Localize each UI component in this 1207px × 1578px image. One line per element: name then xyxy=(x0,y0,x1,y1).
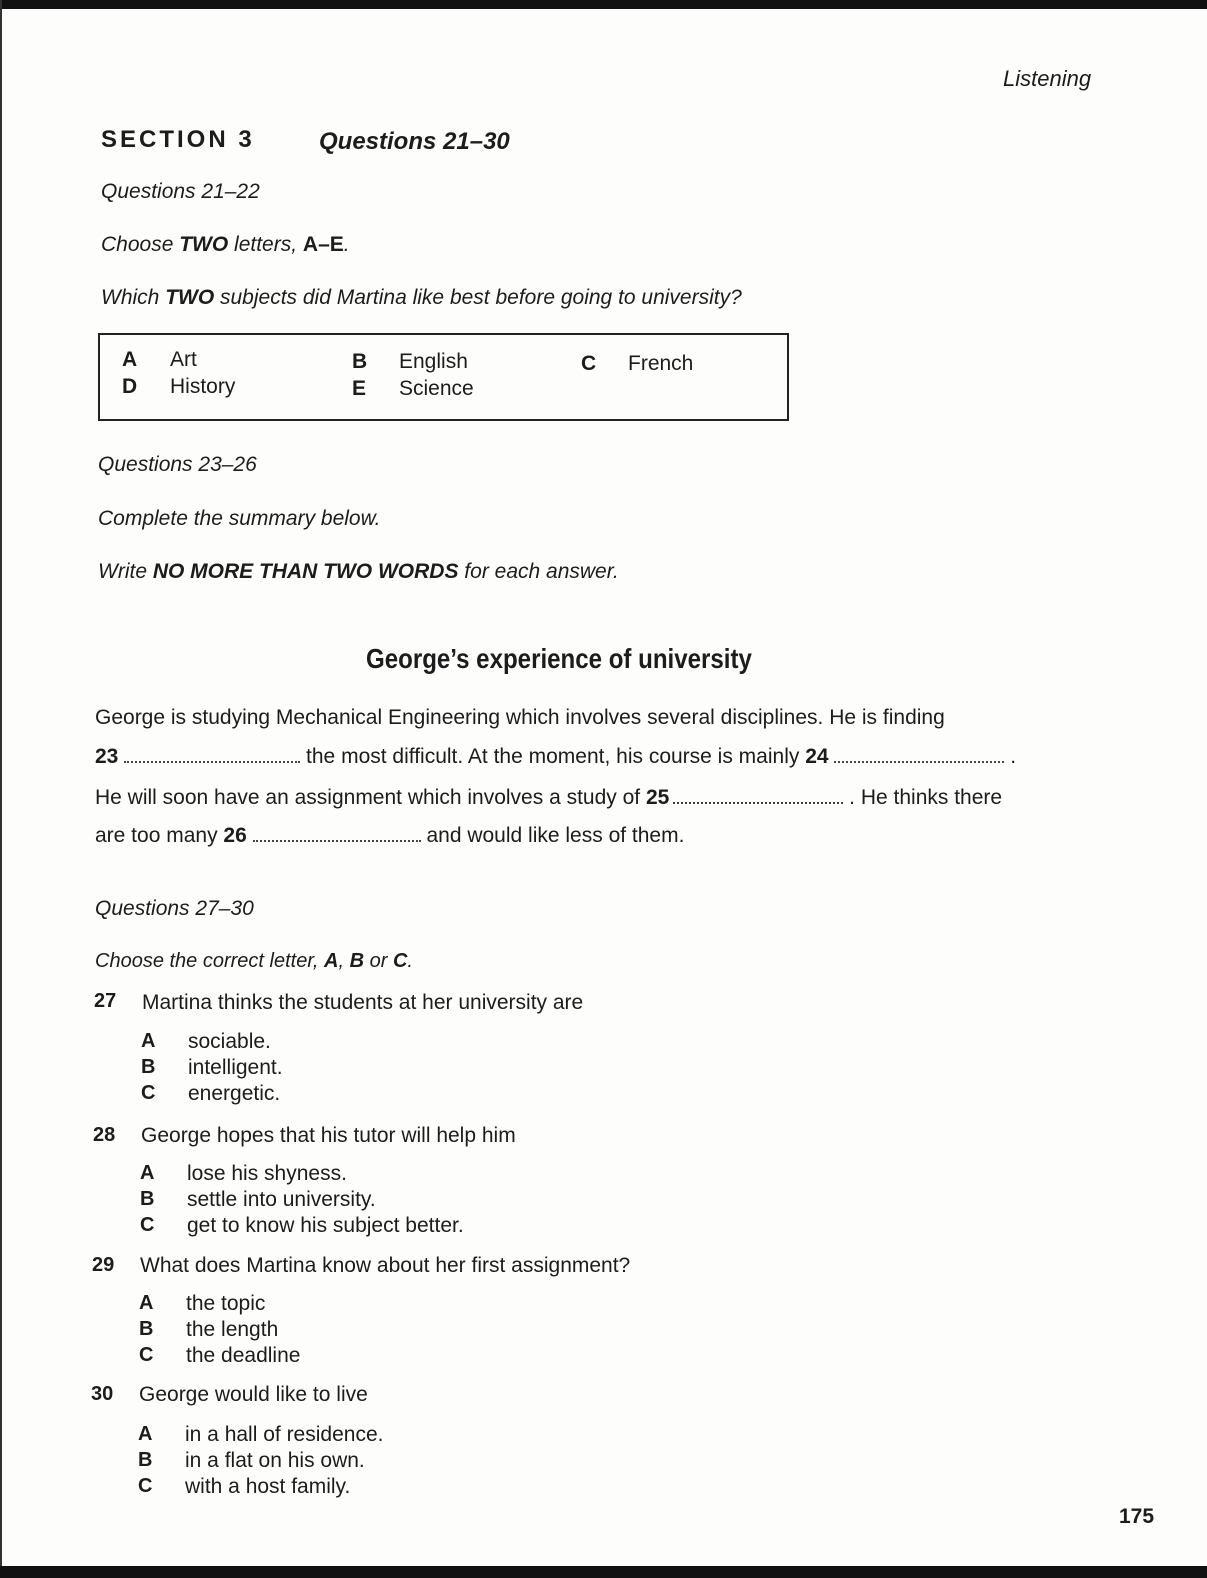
summary-line-2: 23 the most difficult. At the moment, his course is mainly 24 . xyxy=(95,745,1017,768)
answer-option[interactable]: settle into university. xyxy=(187,1188,376,1211)
question-number: 27 xyxy=(94,990,117,1012)
answer-letter: B xyxy=(140,1188,155,1210)
answer-option[interactable]: the deadline xyxy=(186,1344,301,1367)
answer-letter: A xyxy=(141,1030,156,1052)
blank-25[interactable] xyxy=(673,788,843,804)
running-head: Listening xyxy=(1003,66,1092,91)
answer-letter: B xyxy=(138,1449,153,1471)
option-text: English xyxy=(399,350,468,373)
q27-30-heading: Questions 27–30 xyxy=(95,897,254,920)
q21-22-question: Which TWO subjects did Martina like best before going to university? xyxy=(101,286,742,309)
answer-letter: A xyxy=(138,1423,153,1445)
answer-letter: B xyxy=(141,1056,156,1078)
question-text: Martina thinks the students at her university are xyxy=(142,991,584,1014)
option-letter: C xyxy=(581,352,597,375)
answer-option[interactable]: with a host family. xyxy=(185,1475,351,1498)
summary-line-4: are too many 26 and would like less of them. xyxy=(95,824,685,847)
q23-26-heading: Questions 23–26 xyxy=(98,453,257,476)
option-text: French xyxy=(628,352,694,375)
answer-letter: C xyxy=(138,1475,153,1497)
answer-option[interactable]: intelligent. xyxy=(188,1056,283,1079)
answer-option[interactable]: in a flat on his own. xyxy=(185,1449,365,1472)
q21-22-heading: Questions 21–22 xyxy=(101,180,260,203)
option-letter: A xyxy=(122,348,138,371)
q27-30-instruction: Choose the correct letter, A, B or C. xyxy=(95,950,413,972)
option-letter: E xyxy=(352,377,367,400)
option-text: Art xyxy=(170,348,197,371)
summary-line-3: He will soon have an assignment which involves a study of 25 . He thinks there xyxy=(95,786,1003,809)
question-number: 29 xyxy=(92,1254,115,1276)
answer-letter: A xyxy=(139,1292,154,1314)
section-title: SECTION 3 xyxy=(101,126,255,153)
answer-option[interactable]: sociable. xyxy=(188,1030,271,1053)
question-text: George would like to live xyxy=(139,1383,368,1406)
blank-24[interactable] xyxy=(834,747,1004,763)
q21-22-instruction: Choose TWO letters, A–E. xyxy=(101,233,350,256)
top-border xyxy=(0,0,1207,9)
answer-letter: A xyxy=(140,1162,155,1184)
summary-title: George’s experience of university xyxy=(366,643,752,674)
answer-option[interactable]: the length xyxy=(186,1318,279,1341)
option-text: History xyxy=(170,375,236,398)
answer-option[interactable]: in a hall of residence. xyxy=(185,1423,384,1446)
options-box xyxy=(98,333,789,421)
option-letter: D xyxy=(122,375,138,398)
bottom-border xyxy=(0,1566,1207,1578)
blank-23[interactable] xyxy=(124,747,300,763)
page-number: 175 xyxy=(1119,1505,1155,1528)
answer-option[interactable]: energetic. xyxy=(188,1082,281,1105)
answer-option[interactable]: get to know his subject better. xyxy=(187,1214,464,1237)
option-text: Science xyxy=(399,377,474,400)
answer-option[interactable]: lose his shyness. xyxy=(187,1162,347,1185)
question-text: George hopes that his tutor will help him xyxy=(141,1124,516,1147)
answer-option[interactable]: the topic xyxy=(186,1292,266,1315)
section-questions: Questions 21–30 xyxy=(319,128,510,155)
blank-26[interactable] xyxy=(253,826,421,842)
question-number: 30 xyxy=(91,1383,114,1405)
q23-26-instruction: Complete the summary below. xyxy=(98,507,381,530)
answer-letter: B xyxy=(139,1318,154,1340)
answer-letter: C xyxy=(141,1082,156,1104)
option-letter: B xyxy=(352,350,368,373)
left-edge xyxy=(0,0,2,1578)
summary-line-1: George is studying Mechanical Engineering which involves several disciplines. He is finding xyxy=(95,706,945,729)
question-text: What does Martina know about her first assignment? xyxy=(140,1254,631,1277)
answer-letter: C xyxy=(139,1344,154,1366)
q23-26-word-limit: Write NO MORE THAN TWO WORDS for each answer. xyxy=(98,560,619,583)
answer-letter: C xyxy=(140,1214,155,1236)
question-number: 28 xyxy=(93,1124,116,1146)
